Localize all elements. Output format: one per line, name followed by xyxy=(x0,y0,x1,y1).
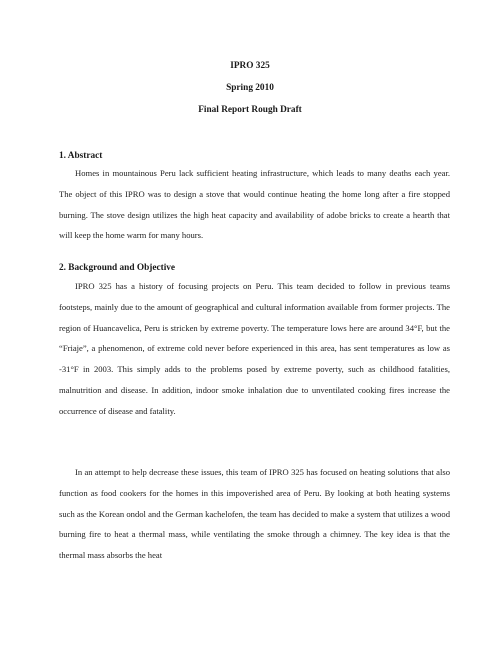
abstract-paragraph: Homes in mountainous Peru lack sufficient heating infrastructure, which leads to many deaths each year. The object of this IPRO was to design a stove that would continue heating the home long after a fire stopped burning. The stove design utilizes the high heat capacity and availability of adobe bricks to create a hearth that will keep the home warm for many hours. xyxy=(59,168,450,241)
document-title: Final Report Rough Draft xyxy=(198,105,302,115)
background-paragraph-2: In an attempt to help decrease these issues, this team of IPRO 325 has focused on heating solutions that also function as food cookers for the homes in this impoverished area of Peru. By looking at both heating systems such as the Korean ondol and the German kachelofen, the team has decided to make a system that utilizes a wood burning fire to heat a thermal mass, while ventilating the smoke through a chimney. The key idea is that the thermal mass absorbs the heat xyxy=(59,467,450,560)
background-paragraph-1: IPRO 325 has a history of focusing projects on Peru. This team decided to follow in previous teams footsteps, mainly due to the amount of geographical and cultural information available from former projects. The region of Huancavelica, Peru is stricken by extreme poverty. The temperature lows here are around 34°F, but the “Friaje”, a phenomenon, of extreme cold never before experienced in this area, has sent temperatures as low as -31°F in 2003. This simply adds to the problems posed by extreme poverty, such as childhood fatalities, malnutrition and disease. In addition, indoor smoke inhalation due to unventilated cooking fires increase the occurrence of disease and fatality. xyxy=(59,281,450,416)
section-heading-background: 2. Background and Objective xyxy=(59,263,176,273)
section-heading-abstract: 1. Abstract xyxy=(59,151,103,161)
term: Spring 2010 xyxy=(226,83,274,93)
course-number: IPRO 325 xyxy=(230,61,270,71)
